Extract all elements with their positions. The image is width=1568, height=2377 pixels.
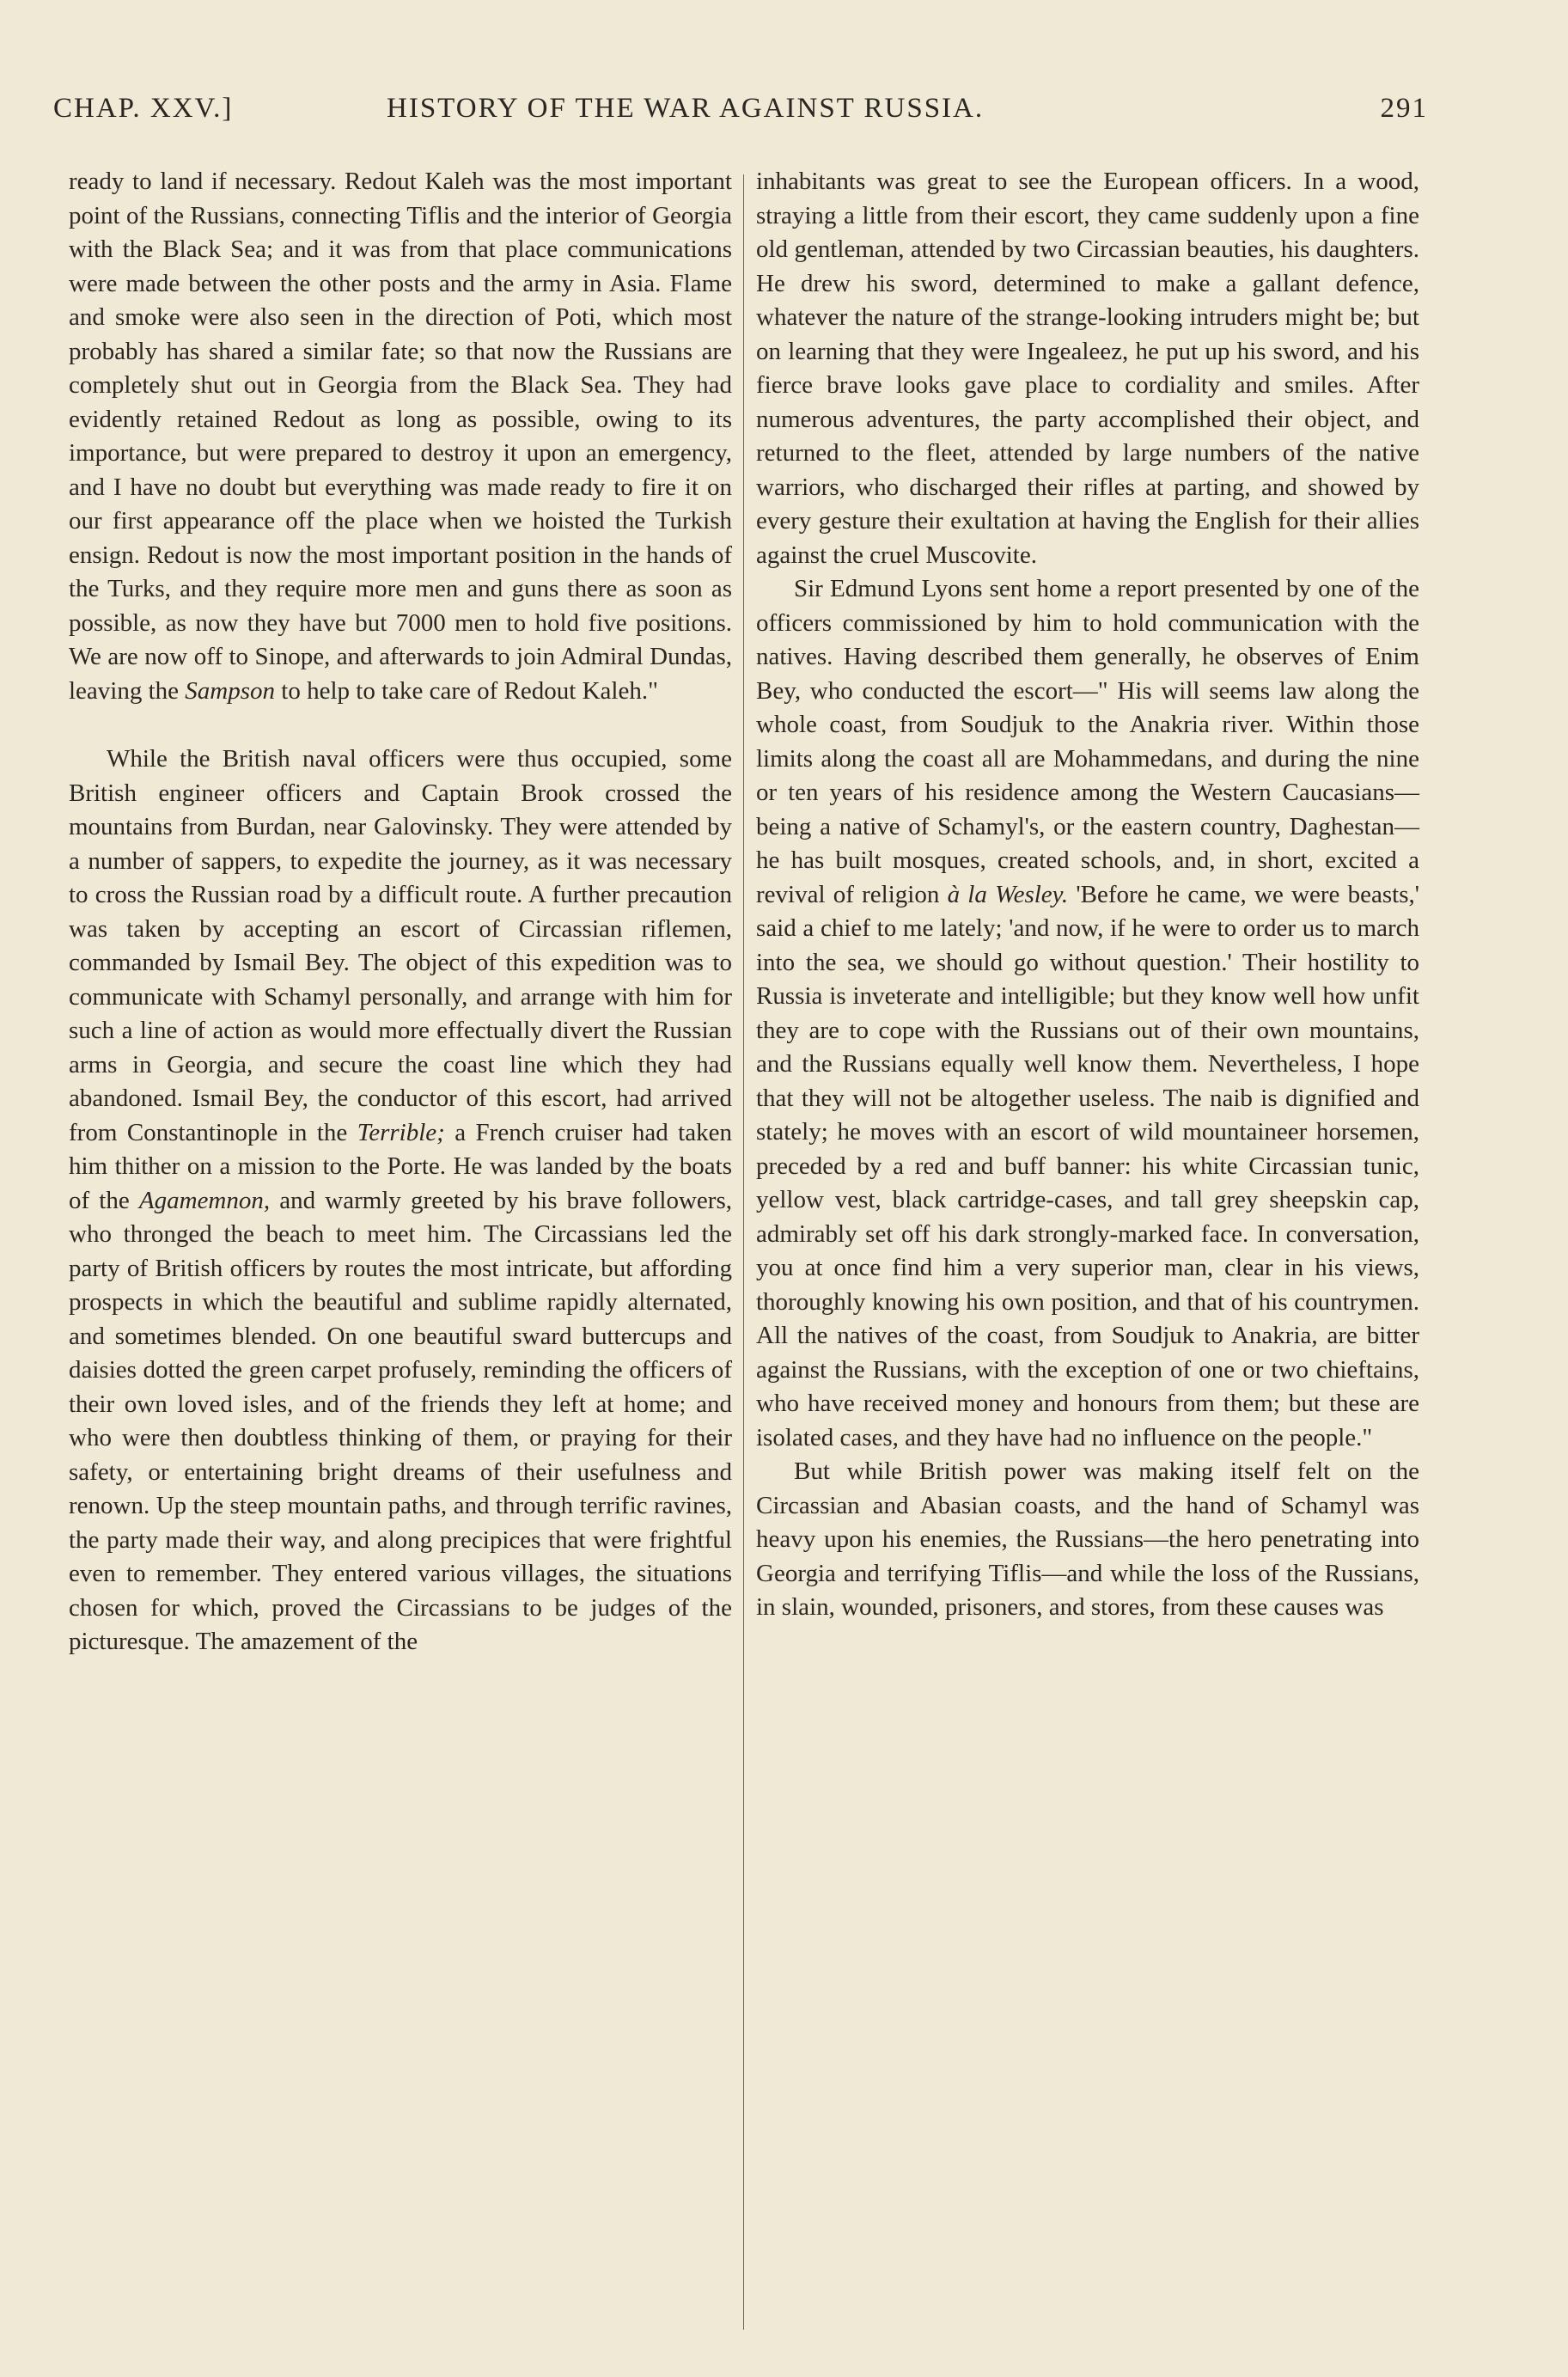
ship-name: Sampson: [185, 676, 276, 705]
text-run: ready to land if necessary. Redout Kaleh was the most important point of the Russians, connecting Tiflis and the interior of Georgia with the Black Sea; and it was from that place communications were made between the other posts and the army in Asia. Flame and smoke were also seen in the direction of Poti, which most probably has shared a similar fate; so that now the Russians are completely shut out in Georgia from the Black Sea. They had evidently retained Redout as long as possible, owing to its importance, but were prepared to destroy it upon an emergency, and I have no doubt but everything was made ready to fire it on our first appearance off the place when we hoisted the Turkish ensign. Redout is now the most important position in the hands of the Turks, and they require more men and guns there as soon as possible, as now they have but 7000 men to hold five positions. We are now off to Sinope, and afterwards to join Admiral Dundas, leaving the: [69, 168, 732, 705]
ship-name: Agamemnon,: [138, 1186, 271, 1214]
running-header: [53, 93, 1428, 132]
paragraph: [756, 572, 1419, 1455]
paragraph: [69, 742, 732, 1659]
paragraph: [69, 165, 732, 708]
chapter-label: CHAP. XXV.]: [53, 93, 234, 124]
text-run: While the British naval officers were thus occupied, some British engineer officers and Captain Brook crossed the mountains from Burdan, near Galovinsky. They were attended by a number of sappers, to expedite the journey, as it was necessary to cross the Russian road by a difficult route. A further precaution was taken by accepting an escort of Circassian riflemen, commanded by Ismail Bey. The object of this expedition was to communicate with Schamyl personally, and arrange with him for such a line of action as would more effectually divert the Russian arms in Georgia, and secure the coast line which they had abandoned. Ismail Bey, the conductor of this escort, had arrived from Constantinople in the: [69, 745, 732, 1146]
column-divider: [743, 174, 744, 2330]
paragraph: But while British power was making itself felt on the Circassian and Abasian coasts, and the hand of Schamyl was heavy upon his enemies, the Russians—the hero penetrating into Georgia and terrifying Tiflis—and while the loss of the Russians, in slain, wounded, prisoners, and stores, from these causes was: [756, 1457, 1419, 1621]
text-run: a French cruiser had taken him thither on a mission to the Porte. He was landed by the boats of the: [69, 1118, 732, 1214]
text-run: Sir Edmund Lyons sent home a report presented by one of the officers commissioned by him to hold communication with the natives. Having described them generally, he observes of Enim Bey, who conducted the escort—" His will seems law along the whole coast, from Soudjuk to the Anakria river. Within those limits along the coast all are Mohammedans, and during the nine or ten years of his residence among the Western Caucasians—being a native of Schamyl's, or the eastern country, Daghestan—he has built mosques, created schools, and, in short, excited a revival of religion: [756, 575, 1419, 908]
left-column: [69, 165, 732, 1659]
running-title: HISTORY OF THE WAR AGAINST RUSSIA.: [387, 93, 985, 124]
text-run: 'Before he came, we were beasts,' said a chief to me lately; 'and now, if he were to order us to march into the sea, we should go without question.' Their hostility to Russia is inveterate and intelligible; but they know well how unfit they are to cope with the Russians out of their own mountains, and the Russians equally well know them. Nevertheless, I hope that they will not be altogether useless. The naib is dignified and stately; he moves with an escort of wild mountaineer horsemen, preceded by a red and buff banner: his white Circassian tunic, yellow vest, black cartridge-cases, and tall grey sheepskin cap, admirably set off his dark strongly-marked face. In conversation, you at once find him a very superior man, clear in his views, thoroughly knowing his own position, and that of his countrymen. All the natives of the coast, from Soudjuk to Anakria, are bitter against the Russians, with the exception of one or two chieftains, who have received money and honours from them; but these are isolated cases, and they have had no influence on the people.": [756, 880, 1419, 1451]
right-column: [756, 165, 1419, 1625]
text-run: and warmly greeted by his brave followers, who thronged the beach to meet him. The Circassians led the party of British officers by routes the most intricate, but affording prospects in which the beautiful and sublime rapidly alternated, and sometimes blended. On one beautiful sward buttercups and daisies dotted the green carpet profusely, reminding the officers of their own loved isles, and of the friends they left at home; and who were then doubtless thinking of them, or praying for their safety, or entertaining bright dreams of their usefulness and renown. Up the steep mountain paths, and through terrific ravines, the party made their way, and along precipices that were frightful even to remember. They entered various villages, the situations chosen for which, proved the Circassians to be judges of the picturesque. The amazement of the: [69, 1186, 732, 1655]
ship-name: Terrible;: [357, 1118, 445, 1146]
text-run: to help to take care of Redout Kaleh.": [275, 676, 658, 705]
page-number: 291: [1380, 93, 1428, 124]
emphasis: à la Wesley.: [947, 880, 1069, 908]
paragraph-gap: [69, 708, 732, 742]
paragraph: inhabitants was great to see the European officers. In a wood, straying a little from their escort, they came suddenly upon a fine old gentleman, attended by two Circassian beauties, his daughters. He drew his sword, determined to make a gallant defence, whatever the nature of the strange-looking intruders might be; but on learning that they were Ingealeez, he put up his sword, and his fierce brave looks gave place to cordiality and smiles. After numerous adventures, the party accomplished their object, and returned to the fleet, attended by large numbers of the native warriors, who discharged their rifles at parting, and showed by every gesture their exultation at having the English for their allies against the cruel Muscovite.: [756, 168, 1419, 569]
